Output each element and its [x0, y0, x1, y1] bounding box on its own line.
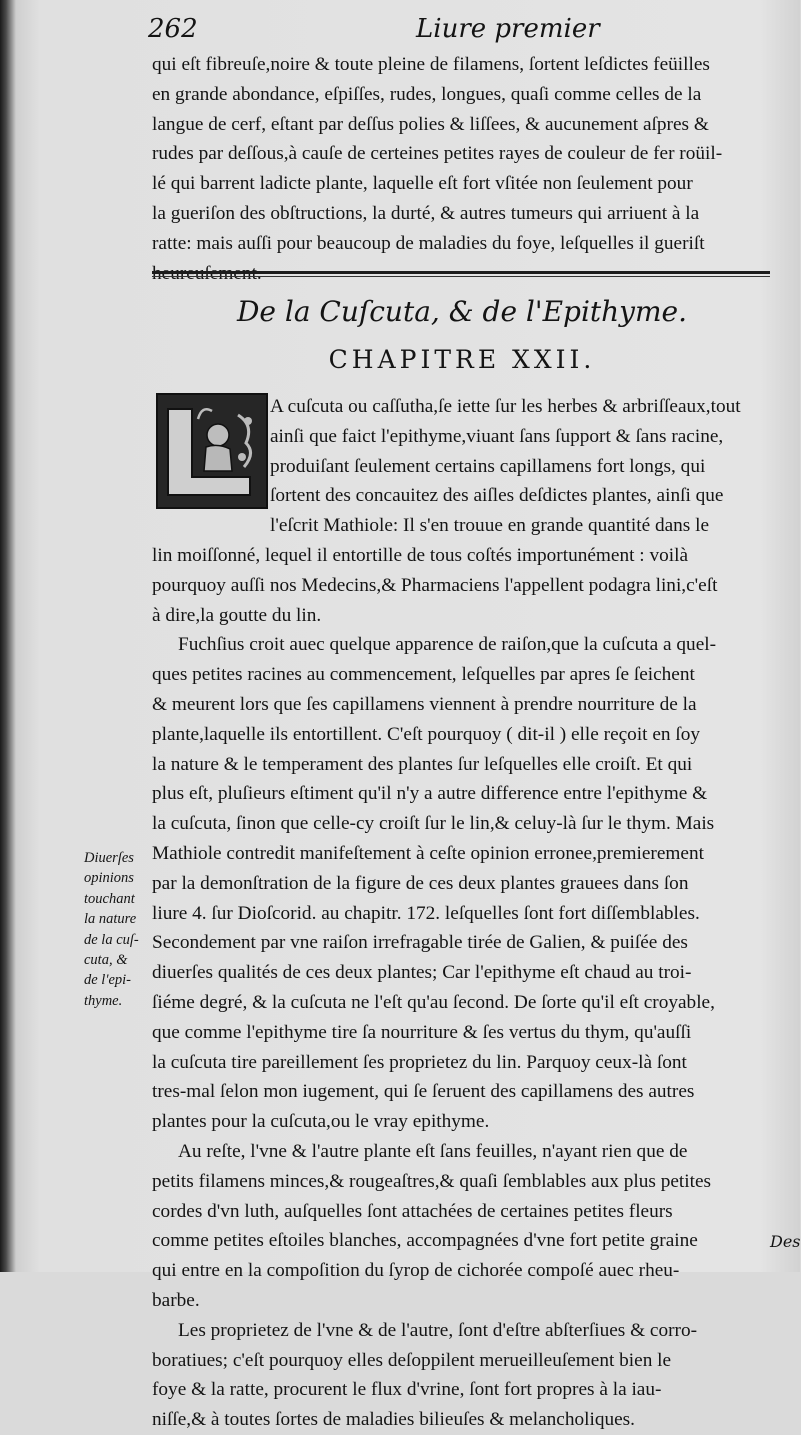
text-line: tres-mal ſelon mon iugement, qui ſe ſeruent des capillamens des autres: [152, 1081, 695, 1103]
text-line: Secondement par vne raiſon irrefragable tirée de Galien, & puiſée des: [152, 932, 688, 954]
section-rule-thin: [152, 276, 770, 277]
margin-note-line: cuta, &: [84, 952, 128, 969]
text-line: Au reſte, l'vne & l'autre plante eſt ſans feuilles, n'ayant rien que de: [178, 1140, 688, 1162]
page-number: 262: [148, 14, 198, 44]
text-line: la gueriſon des obſtructions, la durté, & autres tumeurs qui arriuent à la: [152, 202, 700, 224]
text-line: plus eſt, pluſieurs eſtiment qu'il n'y a autre difference entre l'epithyme &: [152, 783, 708, 805]
text-line: boratiues; c'eſt pourquoy elles deſoppilent merueilleuſement bien le: [152, 1349, 672, 1371]
text-line: ratte: mais auſſi pour beaucoup de maladies du foye, leſquelles il gueriſt: [152, 232, 705, 254]
text-line: ſiéme degré, & la cuſcuta ne l'eſt qu'au ſecond. De ſorte qu'il eſt croyable,: [152, 991, 715, 1013]
text-line: langue de cerf, eſtant par deſſus polies & liſſees, & aucunement aſpres &: [152, 113, 709, 135]
text-line: rudes par deſſous,à cauſe de certeines petites rayes de couleur de fer roüil-: [152, 143, 723, 165]
text-line: qui eſt fibreuſe,noire & toute pleine de filamens, ſortent leſdictes feüilles: [152, 54, 710, 75]
catchword: Des: [770, 1232, 801, 1251]
text-line: ſortent des concauitez des aiſles deſdictes plantes, ainſi que: [270, 485, 724, 507]
text-line: que comme l'epithyme tire ſa nourriture & ſes vertus du thym, qu'auſſi: [152, 1021, 692, 1043]
text-line: Mathiole contredit manifeſtement à ceſte opinion erronee,premierement: [152, 842, 704, 864]
chapter-number: CHAPITRE XXII.: [328, 345, 596, 374]
running-head: [148, 14, 768, 46]
running-title: Liure premier: [416, 14, 600, 44]
text-line: produiſant ſeulement certains capillamens fort longs, qui: [270, 455, 706, 477]
text-line: foye & la ratte, procurent le flux d'vrine, ſont fort propres à la iau-: [152, 1379, 662, 1401]
text-line: ques petites racines au commencement, leſquelles par apres ſe ſeichent: [152, 664, 695, 686]
text-line: lé qui barrent ladicte plante, laquelle eſt fort vſitée non ſeulement pour: [152, 173, 693, 195]
text-line: en grande abondance, eſpiſſes, rudes, longues, quaſi comme celles de la: [152, 83, 702, 105]
text-line: petits filamens minces,& rougeaſtres,& quaſi ſemblables aux plus petites: [152, 1170, 712, 1192]
text-line: lin moiſſonné, lequel il entortille de tous coſtés importunément : voilà: [152, 544, 689, 566]
top-paragraph: [152, 50, 772, 288]
text-line: par la demonſtration de la figure de ces deux plantes grauees dans ſon: [152, 872, 689, 894]
text-line: Les proprietez de l'vne & de l'autre, ſont d'eſtre abſterſiues & corro-: [178, 1319, 698, 1341]
text-line: ainſi que faict l'epithyme,viuant ſans ſupport & ſans racine,: [270, 425, 724, 447]
margin-note-line: de l'epi-: [84, 972, 131, 989]
text-line: la cuſcuta tire pareillement ſes proprietez du lin. Parquoy ceux-là ſont: [152, 1051, 687, 1073]
margin-note-line: la nature: [84, 911, 137, 928]
margin-note-line: Diuerſes: [84, 850, 134, 866]
margin-note: [84, 848, 148, 1011]
text-line: pourquoy auſſi nos Medecins,& Pharmaciens l'appellent podagra lini,c'eſt: [152, 574, 718, 596]
text-line: la nature & le temperament des plantes ſur leſquelles elle croiſt. Et qui: [152, 753, 693, 775]
text-line: cordes d'vn luth, auſquelles ſont attachées de certaines petites fleurs: [152, 1200, 673, 1222]
text-line: l'eſcrit Mathiole: Il s'en trouue en grande quantité dans le: [270, 515, 710, 537]
margin-note-line: de la cuſ-: [84, 931, 139, 948]
margin-note-line: opinions: [84, 870, 134, 887]
margin-note-line: thyme.: [84, 992, 123, 1009]
text-line: comme petites eſtoiles blanches, accompagnées d'vne fort petite graine: [152, 1230, 698, 1252]
text-line: niſſe,& à toutes ſortes de maladies bilieuſes & melancholiques.: [152, 1409, 635, 1431]
text-line: barbe.: [152, 1289, 200, 1311]
text-line: qui entre en la compoſition du ſyrop de cichorée compoſé auec rheu-: [152, 1260, 680, 1282]
text-line: à dire,la goutte du lin.: [152, 604, 322, 626]
text-line: plante,laquelle ils entortillent. C'eſt pourquoy ( dit-il ) elle reçoit en ſoy: [152, 723, 701, 745]
chapter-body: [152, 392, 772, 1435]
text-line: la cuſcuta, ſinon que celle-cy croiſt ſur le lin,& celuy-là ſur le thym. Mais: [152, 813, 715, 835]
text-line: plantes pour la cuſcuta,ou le vray epithyme.: [152, 1111, 490, 1133]
margin-note-line: touchant: [84, 890, 135, 907]
section-rule: [152, 271, 770, 274]
text-line: Fuchſius croit auec quelque apparence de raiſon,que la cuſcuta a quel-: [178, 634, 717, 656]
chapter-title: De la Cuſcuta, & de l'Epithyme.: [236, 295, 688, 328]
text-line: diuerſes qualités de ces deux plantes; Car l'epithyme eſt chaud au troi-: [152, 962, 692, 984]
text-line: & meurent lors que ſes capillamens viennent à prendre nourriture de la: [152, 693, 697, 715]
text-line: liure 4. ſur Dioſcorid. au chapitr. 172. leſquelles ſont fort diſſemblables.: [152, 902, 700, 924]
text-line: A cuſcuta ou caſſutha,ſe iette ſur les herbes & arbriſſeaux,tout: [270, 396, 741, 417]
